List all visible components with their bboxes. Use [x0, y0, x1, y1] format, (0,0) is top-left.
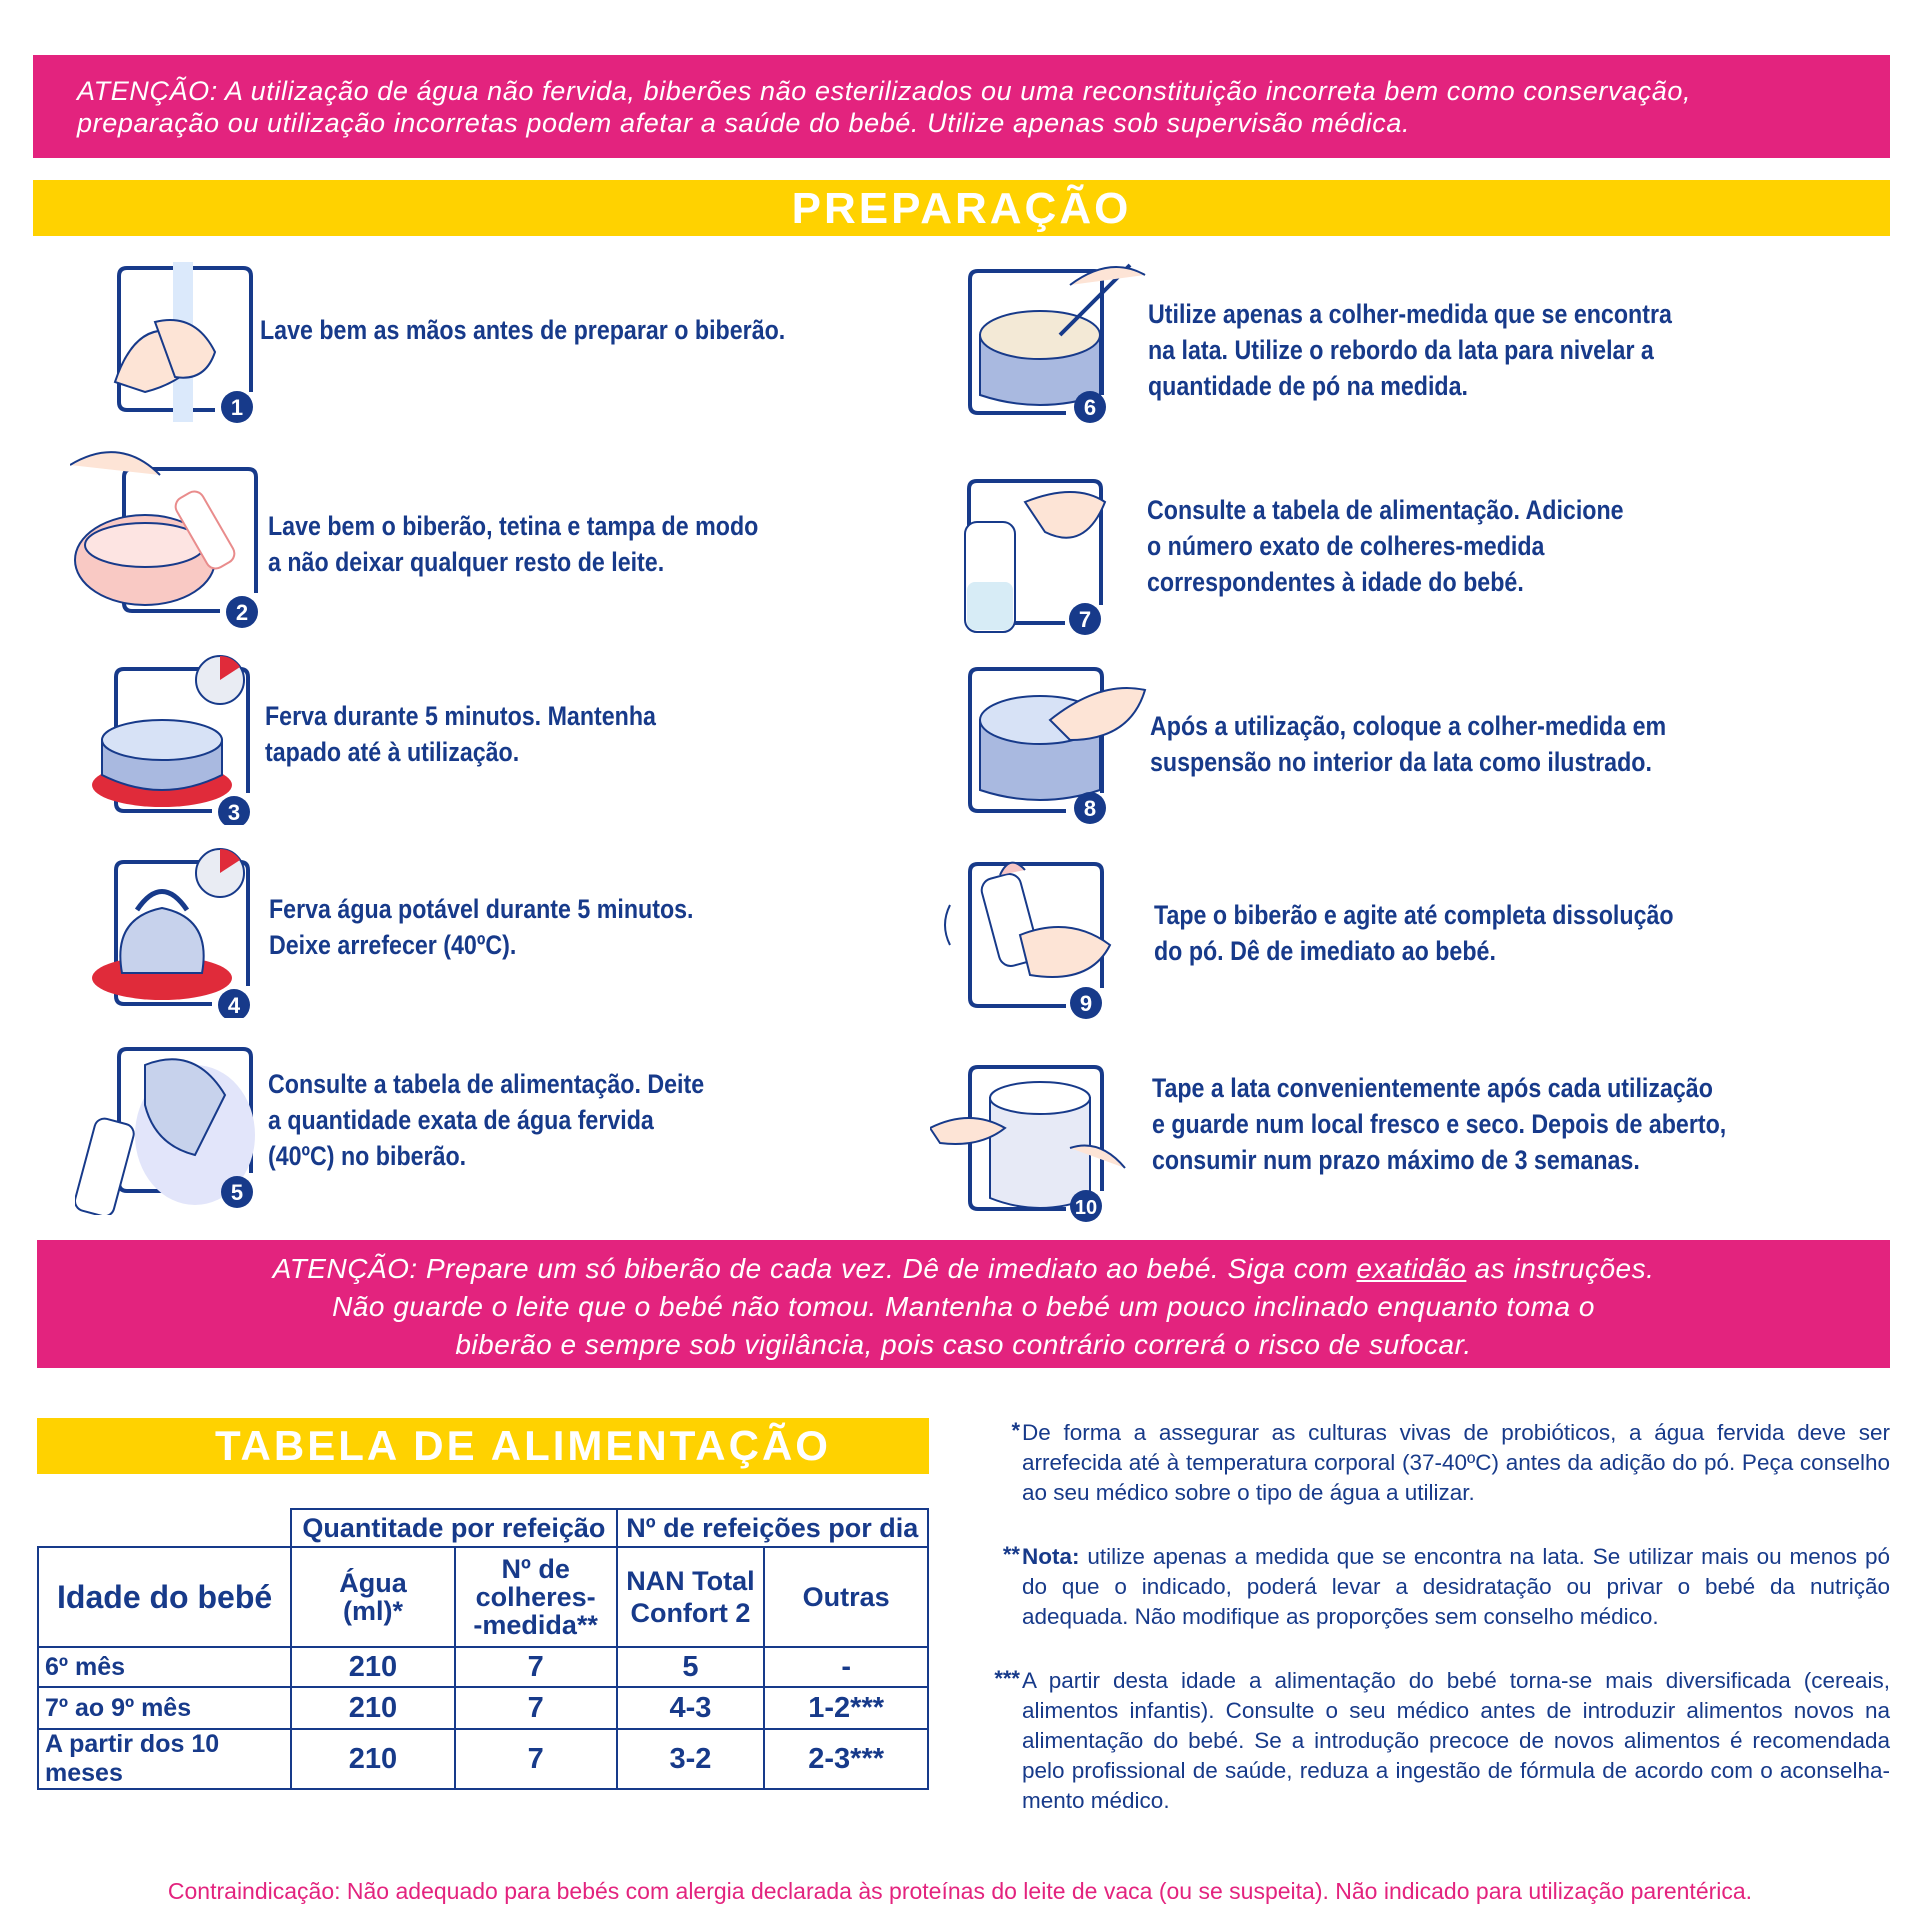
nan-header: NAN Total Confort 2: [617, 1547, 765, 1647]
step-2-text: Lave bem o biberão, tetina e tampa de modo a não deixar qualquer resto de leite.: [268, 511, 759, 577]
step-10-text: Tape a lata convenientemente após cada utilização e guarde num local fresco e seco. Depois de aberto, consumir num prazo máximo de 3 semanas.: [1152, 1073, 1727, 1175]
svg-text:9: 9: [1079, 991, 1093, 1016]
boiling-pot-icon: [82, 645, 262, 825]
pour-water-icon: [75, 1025, 265, 1215]
svg-text:4: 4: [227, 993, 241, 1018]
warning-mid-line3: biberão e sempre sob vigilância, pois caso contrário correrá o risco de sufocar.: [455, 1329, 1472, 1360]
feeding-table-title: TABELA DE ALIMENTAÇÃO: [215, 1422, 831, 1469]
table-row: 6º mês 210 7 5 -: [38, 1647, 928, 1687]
svg-text:2: 2: [235, 600, 249, 625]
contraindication-text: Contraindicação: Não adequado para bebés com alergia declarada às proteínas do leite de vaca (ou se suspeita). Não indicado para utilização parentérica.: [167, 1878, 1753, 1904]
scoops-header: Nº de colheres- -medida**: [455, 1547, 617, 1647]
bottle-washing-icon: [70, 435, 270, 635]
water-header: Água (ml)*: [291, 1547, 455, 1647]
svg-text:7: 7: [1078, 607, 1092, 632]
measuring-scoop-icon: [960, 255, 1150, 435]
step-4-text: Ferva água potável durante 5 minutos. Deixe arrefecer (40ºC).: [269, 894, 694, 960]
warning-mid-line2: Não guarde o leite que o bebé não tomou. Mantenha o bebé um pouco inclinado enquanto toma o: [332, 1291, 1595, 1322]
shake-bottle-icon: [930, 855, 1130, 1025]
table-row: A partir dos 10 meses 210 7 3-2 2-3***: [38, 1729, 928, 1789]
step-1-number: 1: [230, 395, 244, 420]
svg-text:6: 6: [1083, 395, 1097, 420]
table-row: 7º ao 9º mês 210 7 4-3 1-2***: [38, 1687, 928, 1729]
warning-banner-mid: [37, 1240, 1890, 1368]
step-6-text: Utilize apenas a colher-medida que se encontra na lata. Utilize o rebordo da lata para nivelar a quantidade de pó na medida.: [1148, 299, 1672, 401]
hand-washing-icon: [95, 262, 265, 432]
warning-banner-top: [33, 55, 1890, 158]
group-quantity-header: Quantitade por refeição: [291, 1509, 616, 1547]
step-7-text: Consulte a tabela de alimentação. Adicione o número exato de colheres-medida correspondentes à idade do bebé.: [1147, 495, 1624, 597]
add-powder-icon: [955, 462, 1145, 642]
svg-text:8: 8: [1083, 796, 1097, 821]
preparation-header: [33, 180, 1890, 236]
feeding-table-header: [37, 1418, 929, 1474]
store-scoop-icon: [960, 660, 1150, 830]
svg-text:3: 3: [227, 800, 241, 825]
close-can-icon: [930, 1058, 1130, 1228]
warning-top-line1: ATENÇÃO: A utilização de água não fervida, biberões não esterilizados ou uma reconstituição incorreta bem como conservação,: [77, 76, 1692, 106]
kettle-icon: [82, 838, 262, 1018]
step-1-text: Lave bem as mãos antes de preparar o biberão.: [260, 315, 786, 345]
group-meals-header: Nº de refeições por dia: [617, 1509, 928, 1547]
other-header: Outras: [764, 1547, 928, 1647]
step-5-text: Consulte a tabela de alimentação. Deite a quantidade exata de água fervida (40ºC) no biberão.: [268, 1069, 705, 1171]
preparation-title: PREPARAÇÃO: [791, 184, 1132, 233]
svg-text:5: 5: [230, 1180, 244, 1205]
step-3-text: Ferva durante 5 minutos. Mantenha tapado até à utilização.: [265, 701, 656, 767]
step-9-text: Tape o biberão e agite até completa dissolução do pó. Dê de imediato ao bebé.: [1154, 900, 1674, 966]
step-8-text: Após a utilização, coloque a colher-medida em suspensão no interior da lata como ilustrado.: [1150, 711, 1667, 777]
svg-text:10: 10: [1074, 1197, 1098, 1219]
age-header: Idade do bebé: [38, 1547, 291, 1647]
feeding-table: [37, 1508, 929, 1790]
warning-top-line2: preparação ou utilização incorretas podem afetar a saúde do bebé. Utilize apenas sob supervisão médica.: [77, 108, 1411, 138]
warning-mid-line1: ATENÇÃO: Prepare um só biberão de cada vez. Dê de imediato ao bebé. Siga com exatidão as instruções.: [272, 1253, 1655, 1284]
